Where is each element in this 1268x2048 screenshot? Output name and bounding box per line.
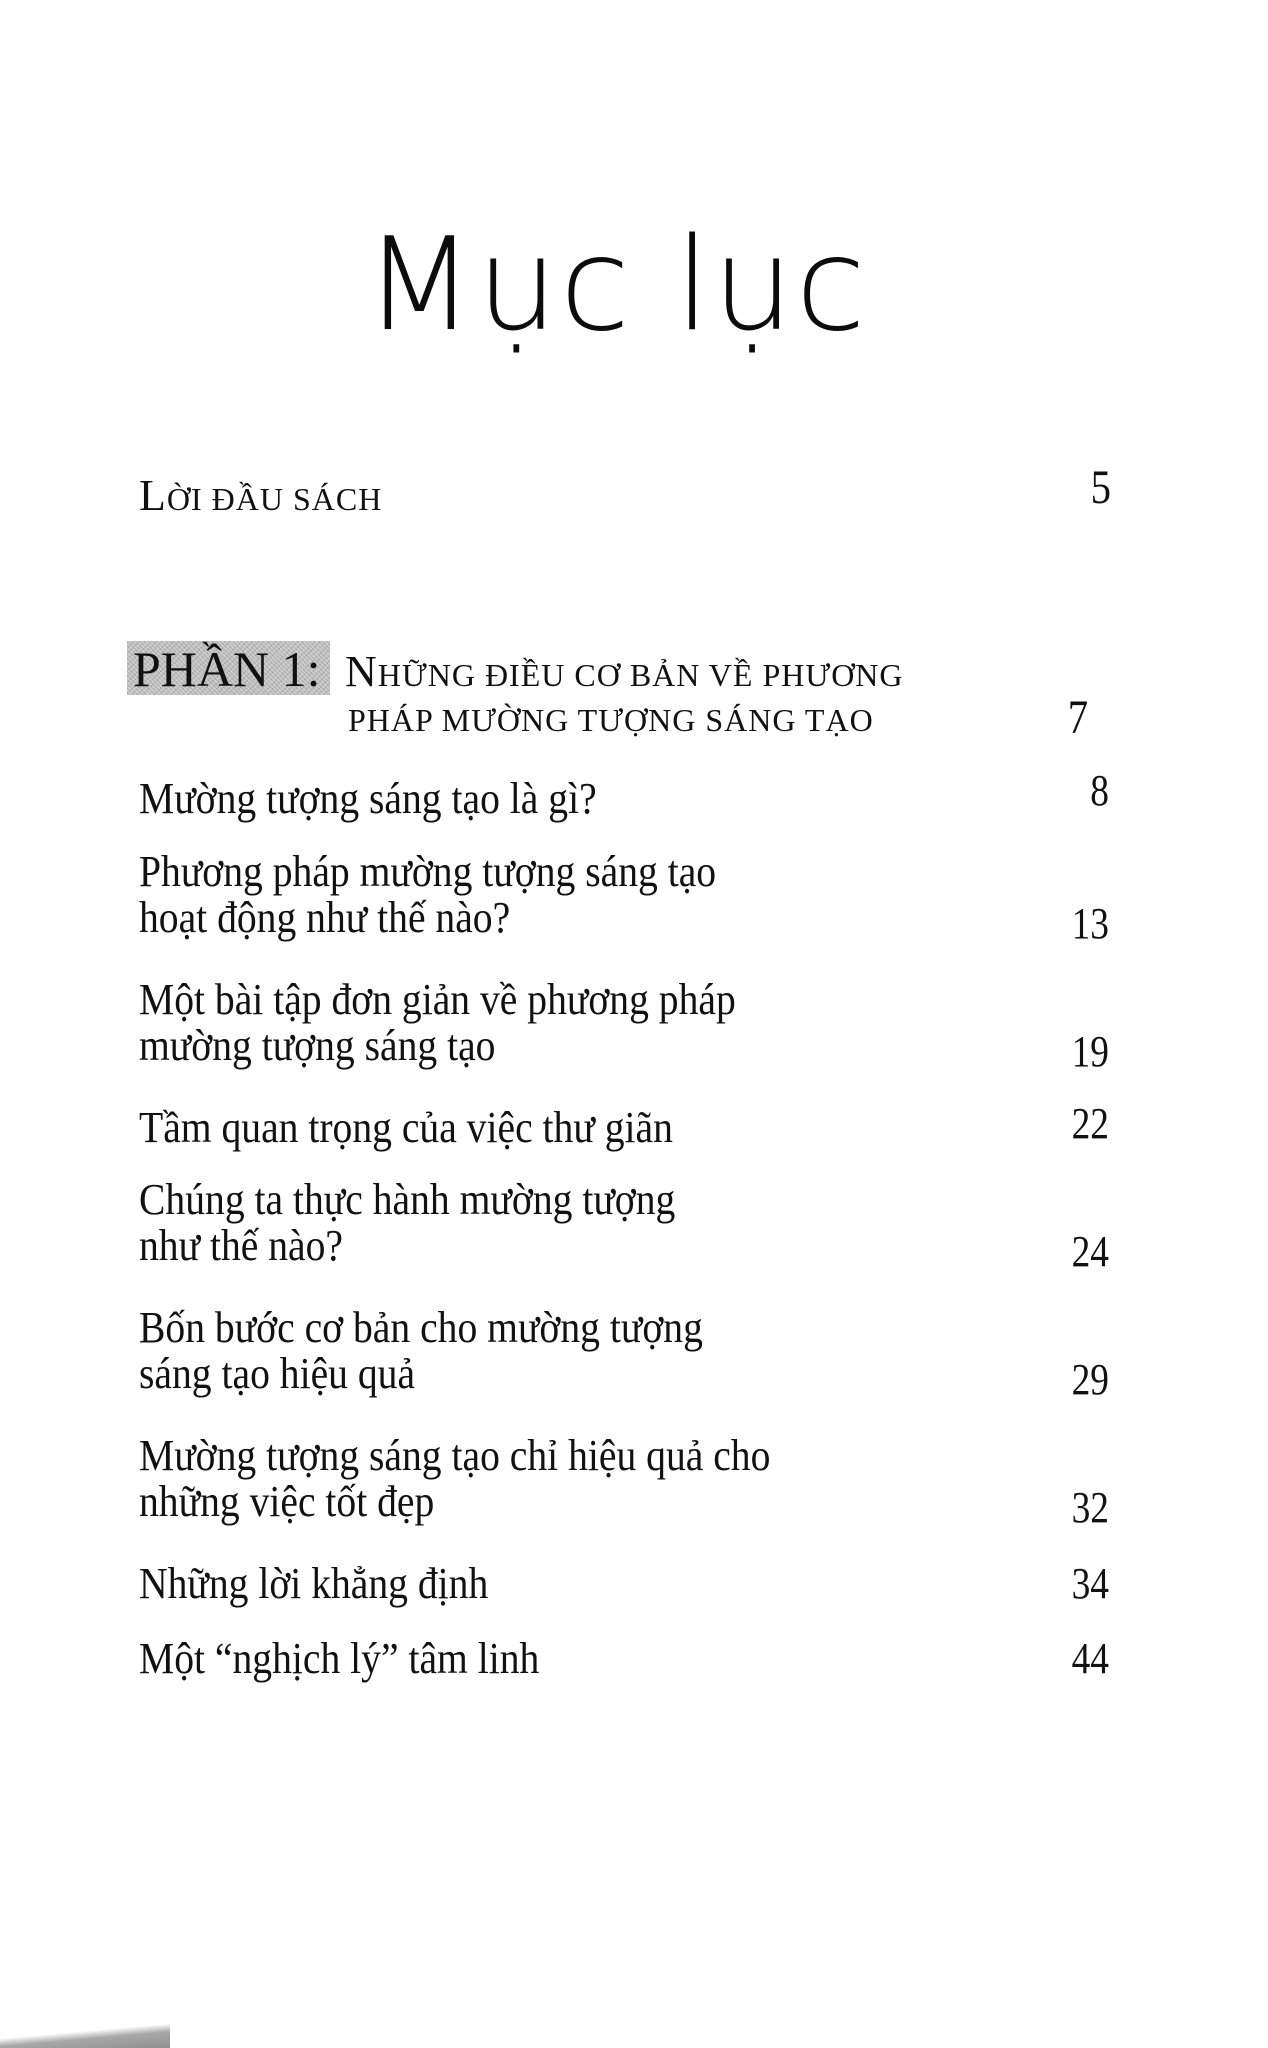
toc-entry-line: Một bài tập đơn giản về phương pháp	[139, 975, 736, 1024]
toc-entry-line: Chúng ta thực hành mường tượng	[139, 1175, 676, 1224]
toc-entry-line: hoạt động như thế nào?	[139, 893, 511, 942]
page-title: Mục lục	[364, 211, 868, 360]
toc-page-number: 32	[1071, 1483, 1109, 1532]
toc-entry-line: sáng tạo hiệu quả	[139, 1349, 416, 1398]
toc-page-number: 34	[1071, 1559, 1109, 1608]
toc-entry-line: như thế nào?	[139, 1221, 344, 1270]
toc-entry-line: Mường tượng sáng tạo chỉ hiệu quả cho	[139, 1431, 771, 1480]
toc-entry[interactable]	[139, 974, 1109, 1076]
toc-entry-line: những việc tốt đẹp	[139, 1477, 435, 1526]
part-title-line-2[interactable]: PHÁP MƯỜNG TƯỢNG SÁNG TẠO	[348, 702, 874, 738]
toc-page-number: 19	[1071, 1027, 1109, 1076]
scan-edge-shadow	[0, 2022, 170, 2048]
toc-page-number: 7	[1067, 691, 1089, 744]
part-title-initial: N	[345, 647, 378, 696]
toc-entry-line: mường tượng sáng tạo	[139, 1021, 496, 1070]
toc-page-number: 5	[1090, 461, 1111, 514]
toc-entry-line: Bốn bước cơ bản cho mường tượng	[139, 1303, 703, 1352]
toc-page-number: 29	[1071, 1355, 1109, 1404]
part-title-line-1[interactable]	[345, 646, 904, 697]
toc-entry[interactable]	[139, 1633, 1109, 1685]
toc-entry-line: Mường tượng sáng tạo là gì?	[139, 774, 597, 823]
toc-entry-preface[interactable]	[139, 461, 1111, 521]
toc-entry-label	[139, 471, 383, 520]
toc-page-number: 44	[1071, 1634, 1109, 1683]
toc-entry[interactable]	[139, 846, 1109, 948]
part-title-rest: HỮNG ĐIỀU CƠ BẢN VỀ PHƯƠNG	[377, 657, 904, 693]
label-initial: L	[139, 471, 167, 520]
toc-entry[interactable]	[139, 1174, 1109, 1276]
label-rest: ỜI ĐẦU SÁCH	[166, 481, 383, 517]
toc-entry[interactable]	[139, 1430, 1109, 1532]
toc-entry-line: Những lời khẳng định	[139, 1559, 489, 1608]
toc-page-number: 13	[1071, 899, 1109, 948]
toc-page-number: 24	[1071, 1227, 1109, 1276]
part-badge: PHẦN 1:	[127, 641, 330, 695]
toc-entry-line: Tầm quan trọng của việc thư giãn	[139, 1103, 673, 1152]
toc-entry[interactable]	[139, 766, 1109, 825]
toc-entry-line: Một “nghịch lý” tâm linh	[139, 1634, 540, 1683]
toc-entry[interactable]	[139, 1099, 1109, 1154]
toc-entry-line: Phương pháp mường tượng sáng tạo	[139, 847, 717, 896]
toc-entry[interactable]	[139, 1558, 1109, 1610]
toc-entry[interactable]	[139, 1302, 1109, 1404]
toc-page-number: 8	[1090, 766, 1109, 815]
toc-page-number: 22	[1071, 1099, 1109, 1148]
